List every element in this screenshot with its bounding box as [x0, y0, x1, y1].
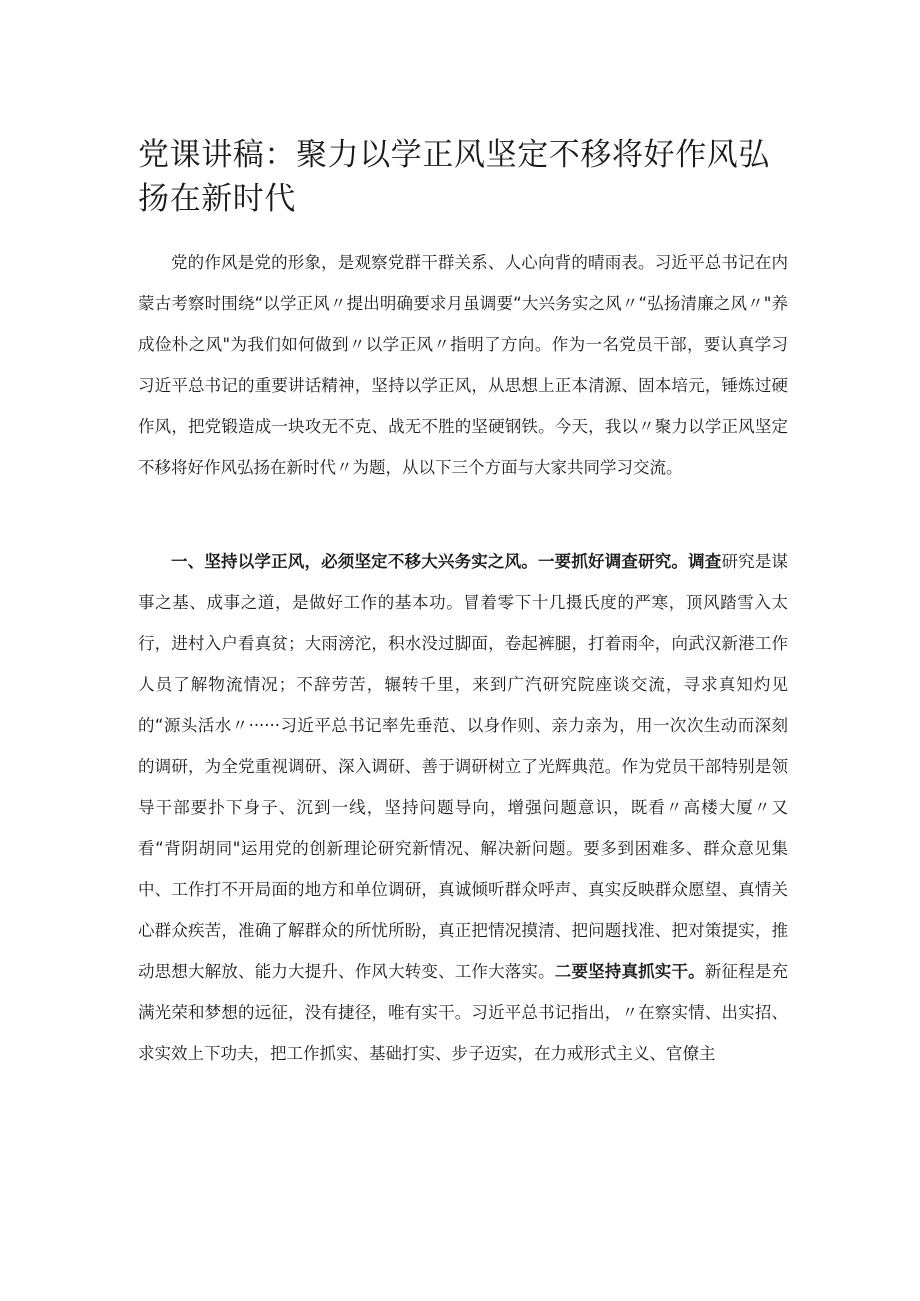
- section-one-heading: 一、坚持以学正风，必须坚定不移大兴务实之风。: [171, 552, 538, 571]
- subpoint-one-heading: 一要抓好调查研究。调查: [537, 552, 722, 571]
- intro-paragraph: 党的作风是党的形象，是观察党群干群关系、人心向背的晴雨表。习近平总书记在内蒙古考察时围绕“以学正风〃提出明确要求月虽调要“大兴务实之风〃“弘扬清廉之风〃"养成俭朴之风"为我们如何做到〃以学正风〃指明了方向。作为一名党员干部，要认真学习习近平总书记的重要讲话精神，坚持以学正风，从思想上正本清源、固本培元，锤炼过硬作风，把党锻造成一块攻无不克、战无不胜的坚硬钢铁。今天，我以〃聚力以学正风坚定不移将好作风弘扬在新时代〃为题，从以下三个方面与大家共同学习交流。: [138, 253, 788, 477]
- subpoint-two-text: 新征程是充满光荣和梦想的远征，没有捷径，唯有实干。习近平总书记指出，〃在察实情、出实招、求实效上下功夫，把工作抓实、基础打实、步子迈实，在力戒形式主义、官僚主: [138, 962, 789, 1063]
- document-title: 党课讲稿：聚力以学正风坚定不移将好作风弘扬在新时代: [138, 137, 770, 217]
- subpoint-two-heading: 二要坚持真抓实干。: [554, 962, 705, 981]
- subpoint-one-text: 研究是谋事之基、成事之道，是做好工作的基本功。冒着零下十几摄氏度的严寒，顶风踏雪入太行，进村入户看真贫；大雨滂沱，积水没过脚面，卷起裤腿，打着雨伞，向武汉新港工作人员了解物流情况；不辞劳苦，辗转千里，来到广汽研究院座谈交流，寻求真知灼见的“源头活水〃······习近平总书记率先垂范、以身作则、亲力亲为，用一次次生动而深刻的调研，为全党重视调研、深入调研、善于调研树立了光辉典范。作为党员干部特别是领导干部要扑下身子、沉到一线，坚持问题导向，增强问题意识，既看〃高楼大厦〃又看“背阴胡同"运用党的创新理论研究新情况、解决新问题。要多到困难多、群众意见集中、工作打不开局面的地方和单位调研，真诚倾听群众呼声、真实反映群众愿望、真情关心群众疾苦，准确了解群众的所忧所盼，真正把情况摸清、把问题找准、把对策提实，推动思想大解放、能力大提升、作风大转变、工作大落实。: [138, 552, 789, 981]
- section-one-paragraph: [138, 541, 788, 1074]
